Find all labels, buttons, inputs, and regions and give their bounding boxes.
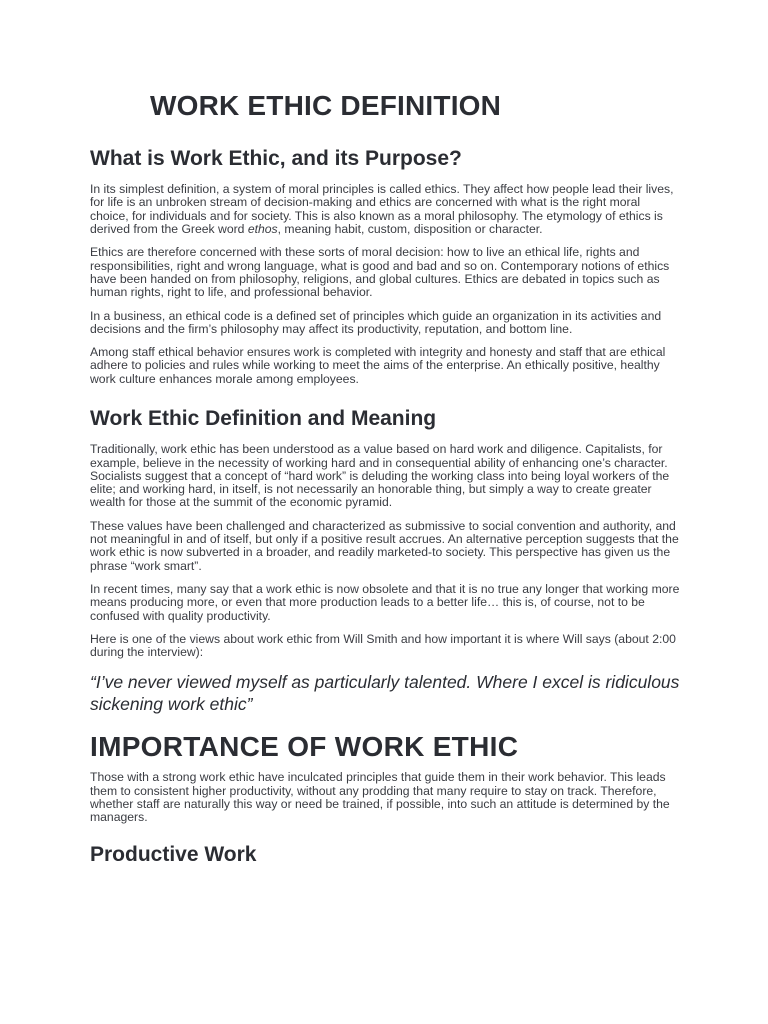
paragraph-recent-times: In recent times, many say that a work ethic is now obsolete and that it is no true any longer that working more means producing more, or even that more production leads to a better life… this is, of course, not to be confused with quality productivity. [90, 581, 680, 623]
paragraph-text: , meaning habit, custom, disposition or character. [277, 222, 543, 237]
paragraph-staff-ethical-behavior: Among staff ethical behavior ensures work is completed with integrity and honesty and staff that are ethical adhere to policies and rules while working to meet the aims of the enterprise. An ethically positive, healthy work culture enhances morale among employees. [90, 345, 666, 386]
paragraph-traditional-view: Traditionally, work ethic has been understood as a value based on hard work and diligence. Capitalists, for example, believe in the necessity of working hard and in consequential ability of enhancing one’s character. Socialists suggest that a concept of “hard work” is deluding the working class into being loyal workers of the elite; and working hard, in itself, is not necessarily an honorable thing, but simply a way to create greater wealth for those at the summit of the economic pyramid. [90, 442, 670, 510]
paragraph-ethics-definition [90, 183, 682, 236]
emphasis-ethos: ethos [247, 222, 278, 237]
heading-productive-work: Productive Work [90, 842, 257, 866]
document-title: WORK ETHIC DEFINITION [150, 90, 502, 121]
document-body [90, 146, 682, 867]
paragraph-strong-work-ethic: Those with a strong work ethic have inculcated principles that guide them in their work behavior. This leads them to consistent higher productivity, without any prodding that many require to stay on track. Therefore, whether staff are naturally this way or need be trained, if possible, into such an attitude is determined by the managers. [90, 770, 670, 825]
paragraph-text: In its simplest definition, a system of moral principles is called ethics. They affect how people lead their lives, for life is an unbroken stream of decision-making and ethics are concerned with what is the right moral choice, for individuals and for society. This is also known as a moral philosophy. The etymology of ethics is derived from the Greek word [90, 182, 674, 237]
paragraph-business-ethical-code: In a business, an ethical code is a defined set of principles which guide an organization in its activities and decisions and the firm’s philosophy may affect its productivity, reputation, and bottom line. [90, 308, 662, 336]
paragraph-moral-decision: Ethics are therefore concerned with these sorts of moral decision: how to live an ethical life, rights and responsibilities, right and wrong language, what is good and bad and so on. Contemporary notions of ethics have been handed on from philosophy, religions, and global cultures. Ethics are debated in topics such as human rights, right to life, and professional behavior. [90, 245, 670, 300]
heading-importance-of-work-ethic: IMPORTANCE OF WORK ETHIC [90, 731, 519, 763]
quote-will-smith: “I’ve never viewed myself as particularly talented. Where I excel is ridiculous sickening work ethic” [90, 672, 680, 715]
paragraph-values-challenged: These values have been challenged and characterized as submissive to social convention and authority, and not meaningful in and of itself, but only if a positive result accrues. An alternative perception suggests that the work ethic is now subverted in a broader, and readily marketed-to society. This perspective has given us the phrase “work smart”. [90, 518, 679, 573]
heading-what-is-work-ethic: What is Work Ethic, and its Purpose? [90, 147, 462, 170]
paragraph-will-smith-intro: Here is one of the views about work ethic from Will Smith and how important it is where Will says (about 2:00 during the interview): [90, 631, 676, 660]
heading-definition-and-meaning: Work Ethic Definition and Meaning [90, 407, 437, 431]
